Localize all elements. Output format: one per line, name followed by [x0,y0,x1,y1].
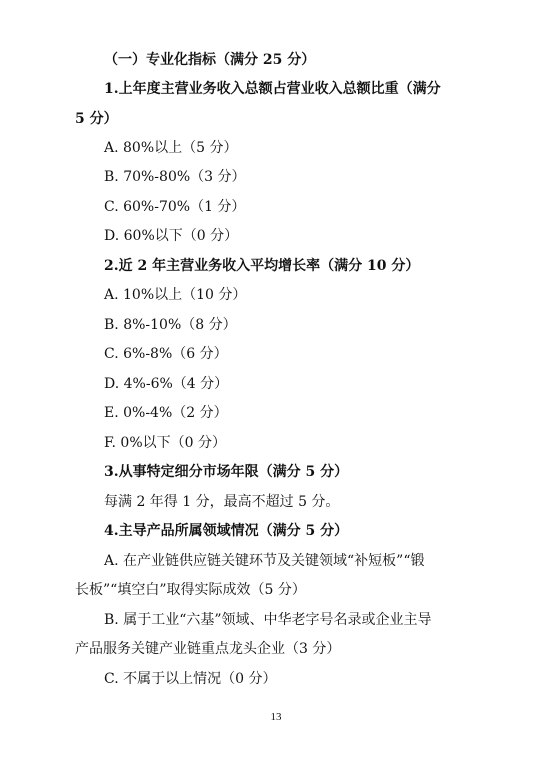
page-number: 13 [270,711,282,723]
text-line: A. 在产业链供应链关键环节及关键领域“补短板”“锻 [104,553,425,569]
text-line: 2.近 2 年主营业务收入平均增长率（满分 10 分） [104,258,420,274]
text-line: C. 60%-70%（1 分） [104,199,246,215]
text-line: A. 80%以上（5 分） [104,140,238,156]
text-line: B. 70%-80%（3 分） [104,169,246,185]
text-line: 每满 2 年得 1 分，最高不超过 5 分。 [104,494,340,510]
text-line: （一）专业化指标（满分 25 分） [104,52,316,68]
text-line: C. 不属于以上情况（0 分） [104,671,277,687]
text-line: C. 6%-8%（6 分） [104,346,228,362]
text-line: 5 分） [75,111,118,127]
text-line: E. 0%-4%（2 分） [104,405,228,421]
text-line: 4.主导产品所属领域情况（满分 5 分） [104,523,349,539]
text-line: 产品服务关键产业链重点龙头企业（3 分） [75,641,341,657]
text-line: F. 0%以下（0 分） [104,435,227,451]
text-line: B. 8%-10%（8 分） [104,317,237,333]
text-line: D. 60%以下（0 分） [104,228,239,244]
text-line: B. 属于工业“六基”领域、中华老字号名录或企业主导 [104,612,432,628]
text-line: 1.上年度主营业务收入总额占营业收入总额比重（满分 [104,81,441,97]
text-line: 长板”“填空白”取得实际成效（5 分） [75,582,306,598]
text-line: A. 10%以上（10 分） [104,287,247,303]
text-line: D. 4%-6%（4 分） [104,376,229,392]
text-line: 3.从事特定细分市场年限（满分 5 分） [104,464,349,480]
